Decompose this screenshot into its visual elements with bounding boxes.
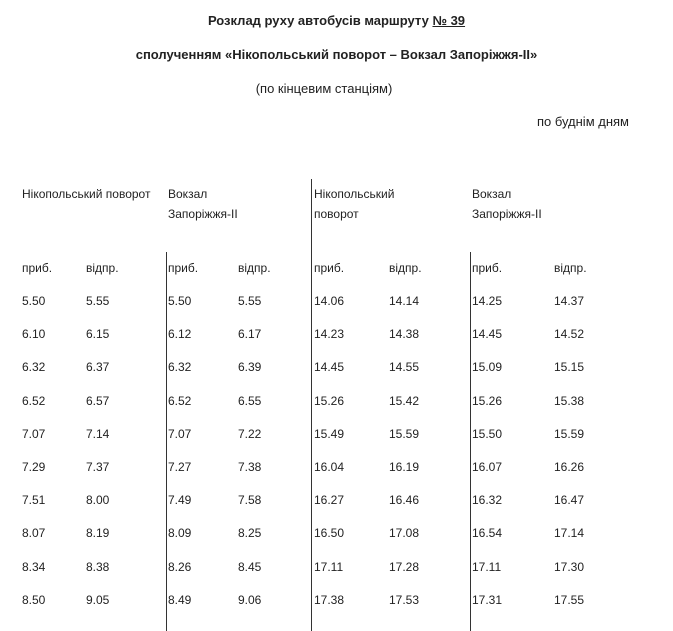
departure-time-cell: 14.14	[389, 294, 420, 308]
stop-header-line2: поворот	[314, 207, 359, 221]
departure-time-cell: 16.46	[389, 493, 420, 507]
departure-time-cell: 8.00	[86, 493, 110, 507]
arrival-time-cell: 16.54	[472, 526, 503, 540]
stop-header-3	[314, 184, 394, 224]
departure-time-cell: 15.38	[554, 394, 585, 408]
route-number: № 39	[432, 13, 466, 28]
arrival-time-cell: 17.11	[472, 560, 502, 574]
arrival-time-cell: 15.50	[472, 427, 503, 441]
arrival-time-cell: 6.32	[22, 360, 46, 374]
arrival-time-cell: 16.32	[472, 493, 503, 507]
departure-time-cell: 8.45	[238, 560, 262, 574]
arrival-time-cell: 8.34	[22, 560, 46, 574]
departure-time-cell: 7.37	[86, 460, 110, 474]
departure-time-cell: 15.42	[389, 394, 420, 408]
departure-time-cell: 6.57	[86, 394, 110, 408]
departure-time-cell: 9.06	[238, 593, 262, 607]
stop-header-2	[168, 184, 238, 224]
arrival-time-cell: 15.26	[314, 394, 345, 408]
departure-time-cell: 7.22	[238, 427, 262, 441]
arrival-time-cell: 15.26	[472, 394, 503, 408]
departure-time-cell: 14.37	[554, 294, 585, 308]
arrival-time-cell: 6.52	[22, 394, 46, 408]
departure-time-cell: 17.55	[554, 593, 585, 607]
departure-time-cell: 15.59	[389, 427, 420, 441]
arrival-time-cell: 16.04	[314, 460, 345, 474]
arrival-time-cell: 14.23	[314, 327, 345, 341]
stop-header-line1: Нікопольський поворот	[22, 187, 151, 201]
departure-time-cell: 16.19	[389, 460, 420, 474]
departure-time-cell: 16.26	[554, 460, 585, 474]
departure-time-cell: 6.17	[238, 327, 262, 341]
day-type: по буднім дням	[536, 114, 629, 129]
arrival-time-cell: 7.27	[168, 460, 192, 474]
arrival-time-cell: 7.49	[168, 493, 192, 507]
arrival-time-cell: 14.45	[472, 327, 503, 341]
arrival-time-cell: 16.27	[314, 493, 345, 507]
arrival-time-cell: 6.32	[168, 360, 192, 374]
arrival-time-cell: 7.51	[22, 493, 46, 507]
departure-label: відпр.	[86, 261, 119, 275]
departure-time-cell: 8.25	[238, 526, 262, 540]
title-prefix: Розклад руху автобусів маршруту	[207, 13, 433, 28]
departure-time-cell: 6.15	[86, 327, 110, 341]
schedule-subtitle: (по кінцевим станціям)	[255, 81, 393, 96]
departure-time-cell: 9.05	[86, 593, 110, 607]
departure-time-cell: 6.37	[86, 360, 110, 374]
departure-time-cell: 6.55	[238, 394, 262, 408]
departure-time-cell: 17.30	[554, 560, 585, 574]
departure-time-cell: 6.39	[238, 360, 262, 374]
departure-time-cell: 7.58	[238, 493, 262, 507]
departure-time-cell: 8.19	[86, 526, 110, 540]
arrival-time-cell: 5.50	[22, 294, 46, 308]
arrival-time-cell: 14.06	[314, 294, 345, 308]
arrival-time-cell: 8.50	[22, 593, 46, 607]
arrival-label: приб.	[22, 261, 53, 275]
stop-header-line2: Запоріжжя-ІІ	[472, 207, 542, 221]
arrival-time-cell: 16.07	[472, 460, 503, 474]
departure-label: відпр.	[554, 261, 587, 275]
arrival-time-cell: 14.45	[314, 360, 345, 374]
arrival-label: приб.	[472, 261, 503, 275]
departure-time-cell: 17.28	[389, 560, 420, 574]
departure-time-cell: 5.55	[86, 294, 110, 308]
arrival-time-cell: 16.50	[314, 526, 345, 540]
arrival-time-cell: 8.07	[22, 526, 46, 540]
stop-header-line2: Запоріжжя-ІІ	[168, 207, 238, 221]
arrival-time-cell: 6.52	[168, 394, 192, 408]
departure-time-cell: 17.08	[389, 526, 420, 540]
departure-time-cell: 7.14	[86, 427, 110, 441]
arrival-time-cell: 15.09	[472, 360, 503, 374]
arrival-time-cell: 7.29	[22, 460, 46, 474]
arrival-time-cell: 17.31	[472, 593, 503, 607]
arrival-label: приб.	[314, 261, 345, 275]
departure-time-cell: 14.52	[554, 327, 585, 341]
departure-time-cell: 16.47	[554, 493, 585, 507]
column-divider	[166, 252, 167, 631]
arrival-label: приб.	[168, 261, 199, 275]
arrival-time-cell: 5.50	[168, 294, 192, 308]
stop-header-line1: Нікопольський	[314, 187, 395, 201]
arrival-time-cell: 17.38	[314, 593, 345, 607]
arrival-time-cell: 7.07	[168, 427, 192, 441]
departure-time-cell: 8.38	[86, 560, 110, 574]
arrival-time-cell: 17.11	[314, 560, 344, 574]
departure-time-cell: 14.55	[389, 360, 420, 374]
route-connection: сполученням «Нікопольський поворот – Вокзал Запоріжжя-ІІ»	[135, 47, 538, 62]
departure-time-cell: 17.53	[389, 593, 420, 607]
arrival-time-cell: 14.25	[472, 294, 503, 308]
schedule-title	[0, 13, 673, 28]
arrival-time-cell: 6.12	[168, 327, 192, 341]
arrival-time-cell: 6.10	[22, 327, 46, 341]
departure-label: відпр.	[238, 261, 271, 275]
stop-header-4	[472, 184, 542, 224]
stop-header-1	[22, 184, 150, 204]
departure-time-cell: 5.55	[238, 294, 262, 308]
stop-header-line1: Вокзал	[168, 187, 208, 201]
arrival-time-cell: 8.49	[168, 593, 192, 607]
stop-header-line1: Вокзал	[472, 187, 512, 201]
column-divider	[470, 252, 471, 631]
arrival-time-cell: 15.49	[314, 427, 345, 441]
arrival-time-cell: 8.26	[168, 560, 192, 574]
departure-time-cell: 14.38	[389, 327, 420, 341]
departure-time-cell: 7.38	[238, 460, 262, 474]
arrival-time-cell: 8.09	[168, 526, 192, 540]
arrival-time-cell: 7.07	[22, 427, 46, 441]
departure-time-cell: 15.15	[554, 360, 585, 374]
departure-time-cell: 15.59	[554, 427, 585, 441]
departure-label: відпр.	[389, 261, 422, 275]
column-divider	[311, 179, 312, 631]
departure-time-cell: 17.14	[554, 526, 585, 540]
